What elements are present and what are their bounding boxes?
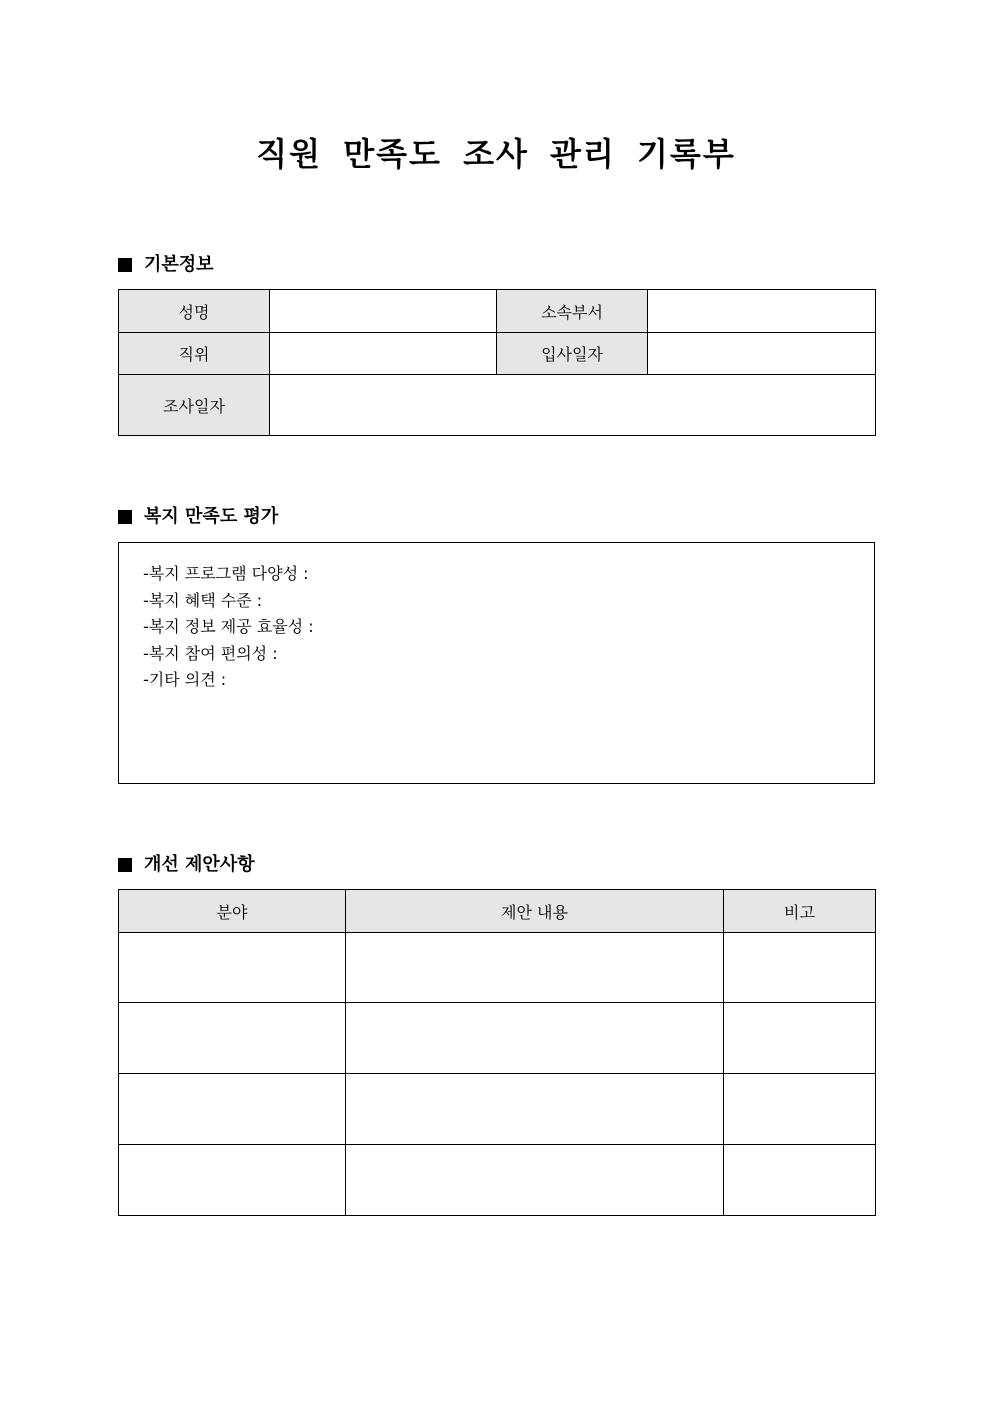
welfare-item: -복지 프로그램 다양성 : — [143, 564, 309, 583]
department-label: 소속부서 — [497, 290, 648, 333]
field-cell[interactable] — [119, 1003, 346, 1074]
improvement-table — [118, 889, 876, 1216]
table-row — [119, 1074, 876, 1145]
square-bullet-icon — [118, 858, 132, 872]
field-cell[interactable] — [119, 1074, 346, 1145]
square-bullet-icon — [118, 510, 132, 524]
name-field[interactable] — [270, 290, 497, 333]
content-cell[interactable] — [346, 933, 724, 1003]
position-field[interactable] — [270, 333, 497, 375]
welfare-heading — [118, 505, 278, 529]
note-cell[interactable] — [724, 1003, 876, 1074]
content-cell[interactable] — [346, 1003, 724, 1074]
content-cell[interactable] — [346, 1074, 724, 1145]
survey-date-field[interactable] — [270, 375, 876, 436]
column-header-content: 제안 내용 — [346, 890, 724, 933]
survey-date-label: 조사일자 — [119, 375, 270, 436]
note-cell[interactable] — [724, 1145, 876, 1216]
welfare-evaluation-box[interactable] — [118, 542, 875, 784]
name-label: 성명 — [119, 290, 270, 333]
improvement-heading — [118, 853, 255, 877]
column-header-field: 분야 — [119, 890, 346, 933]
welfare-item-list — [119, 543, 874, 694]
welfare-heading-label: 복지 만족도 평가 — [144, 506, 279, 527]
welfare-item: -복지 정보 제공 효율성 : — [143, 617, 314, 636]
note-cell[interactable] — [724, 1074, 876, 1145]
welfare-item: -복지 참여 편의성 : — [143, 643, 278, 663]
basic-info-heading — [118, 253, 214, 277]
department-field[interactable] — [648, 290, 876, 333]
table-row — [119, 933, 876, 1003]
basic-info-heading-label: 기본정보 — [144, 254, 214, 275]
field-cell[interactable] — [119, 933, 346, 1003]
square-bullet-icon — [118, 258, 132, 272]
table-row — [119, 1003, 876, 1074]
page-title: 직원 만족도 조사 관리 기록부 — [256, 135, 736, 173]
field-cell[interactable] — [119, 1145, 346, 1216]
welfare-item: -복지 혜택 수준 : — [143, 590, 263, 610]
hire-date-field[interactable] — [648, 333, 876, 375]
note-cell[interactable] — [724, 933, 876, 1003]
hire-date-label: 입사일자 — [497, 333, 648, 375]
column-header-note: 비고 — [724, 890, 876, 933]
improvement-heading-label: 개선 제안사항 — [144, 854, 255, 875]
table-row — [119, 1145, 876, 1216]
basic-info-table — [118, 289, 876, 436]
position-label: 직위 — [119, 333, 270, 375]
welfare-item: -기타 의견 : — [143, 670, 227, 689]
content-cell[interactable] — [346, 1145, 724, 1216]
